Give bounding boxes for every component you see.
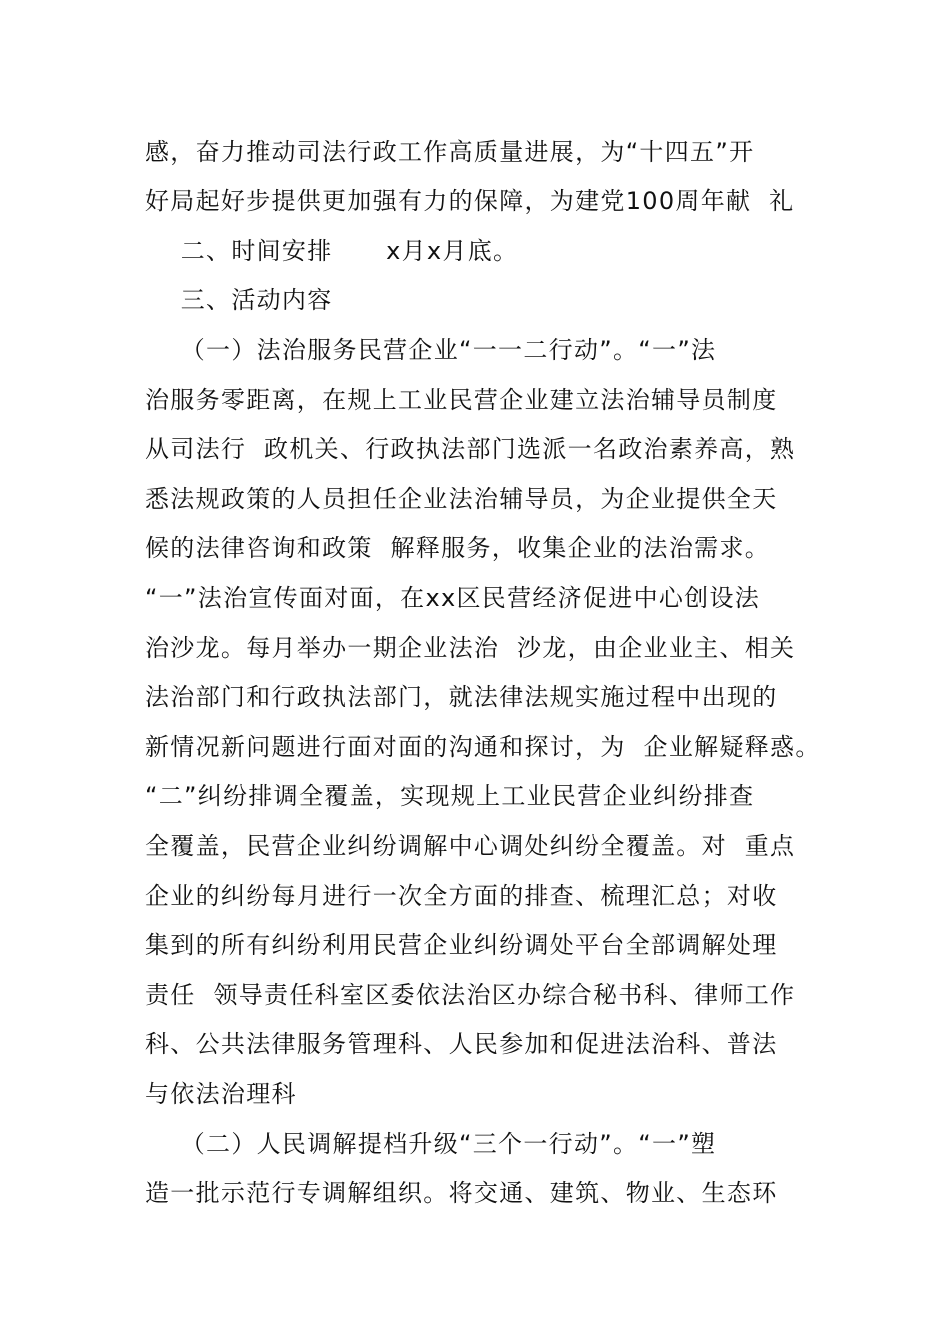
text-line: 法治部门和行政执法部门，就法律法规实施过程中出现的 bbox=[145, 683, 778, 711]
text-line: 企业的纠纷每月进行一次全方面的排查、梳理汇总；对收 bbox=[145, 882, 778, 910]
text-line: 造一批示范行专调解组织。将交通、建筑、物业、生态环 bbox=[145, 1179, 778, 1207]
text-line: （一）法治服务民营企业“一一二行动”。“一”法 bbox=[145, 336, 717, 364]
text-line: 候的法律咨询和政策 解释服务，收集企业的法治需求。 bbox=[145, 534, 771, 562]
text-line: 责任 领导责任科室区委依法治区办综合秘书科、律师工作 bbox=[145, 981, 796, 1009]
text-line: （二）人民调解提档升级“三个一行动”。“一”塑 bbox=[145, 1130, 717, 1158]
section-heading-content: 三、活动内容 bbox=[145, 286, 333, 314]
text-line: 集到的所有纠纷利用民营企业纠纷调处平台全部调解处理 bbox=[145, 931, 778, 959]
text-line: 治沙龙。每月举办一期企业法治 沙龙，由企业业主、相关 bbox=[145, 634, 796, 662]
text-line: 好局起好步提供更加强有力的保障，为建党100周年献 礼 bbox=[145, 187, 795, 215]
text-line: “二”纠纷排调全覆盖，实现规上工业民营企业纠纷排查 bbox=[145, 782, 755, 810]
text-line: 新情况新问题进行面对面的沟通和探讨，为 企业解疑释惑。 bbox=[145, 733, 821, 761]
text-line: 悉法规政策的人员担任企业法治辅导员，为企业提供全天 bbox=[145, 485, 778, 513]
text-line: 与依法治理科 bbox=[145, 1080, 297, 1108]
text-line: “一”法治宣传面对面，在xx区民营经济促进中心创设法 bbox=[145, 584, 761, 612]
text-line: 从司法行 政机关、行政执法部门选派一名政治素养高，熟 bbox=[145, 435, 796, 463]
text-line: 全覆盖，民营企业纠纷调解中心调处纠纷全覆盖。对 重点 bbox=[145, 832, 796, 860]
section-heading-time: 二、时间安排 x月x月底。 bbox=[145, 237, 519, 265]
text-line: 治服务零距离，在规上工业民营企业建立法治辅导员制度 bbox=[145, 386, 778, 414]
text-line: 感，奋力推动司法行政工作高质量进展，为“十四五”开 bbox=[145, 138, 755, 166]
text-line: 科、公共法律服务管理科、人民参加和促进法治科、普法 bbox=[145, 1030, 778, 1058]
